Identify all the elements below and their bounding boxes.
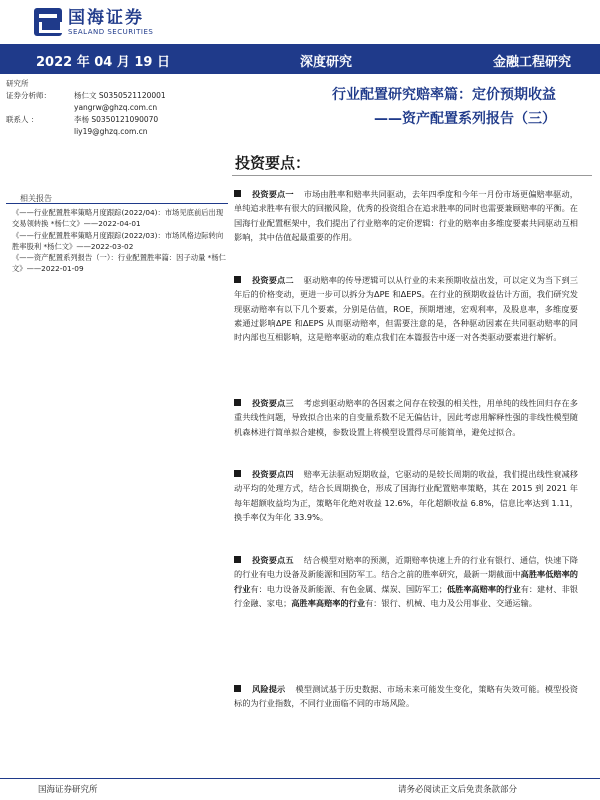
highlight-text: 高胜率低赔率的行业 bbox=[234, 569, 578, 594]
investment-point-2 bbox=[234, 273, 578, 344]
divider bbox=[6, 203, 228, 204]
highlight-text: 高胜率高赔率的行业 bbox=[291, 597, 366, 608]
point-text: 结合模型对赔率的预测，近期赔率快速上升的行业有银行、通信，快速下降的行业有电力设备及新能源和国防军工。结合之前的胜率研究，最新一期截面中 bbox=[234, 555, 578, 580]
point-text: 赔率无法驱动短期收益，它驱动的是较长周期的收益，我们提出线性衰减移动平均的处理方式，结合长周期换仓，形成了国海行业配置赔率策略，其在 2015 到 2021 年每年超额收益均为正，策略年化绝对收益 12.6%，年化超额收益 6.8%，信息比率达到 1.11，换手率仅为年化 33.9%。 bbox=[234, 469, 578, 522]
report-title bbox=[240, 84, 590, 130]
divider bbox=[232, 175, 592, 176]
analyst-email[interactable]: yangrw@ghzq.com.cn bbox=[74, 103, 158, 112]
brand-name-en: SEALAND SECURITIES bbox=[68, 27, 154, 36]
analyst-name-id: 杨仁文 S0350521120001 bbox=[74, 91, 166, 100]
research-section-label: 研究所 bbox=[6, 79, 29, 88]
highlight-text: 低胜率高赔率的行业 bbox=[446, 583, 521, 594]
related-report-item[interactable]: 《——行业配置胜率策略月度跟踪(2022/03)：市场风格边际转向胜率股利 *杨仁文》——2022-03-02 bbox=[12, 230, 224, 251]
title-line-1: 行业配置研究赔率篇：定价预期收益 bbox=[332, 87, 556, 103]
title-line-2: ——资产配置系列报告（三） bbox=[374, 111, 556, 127]
bullet-icon bbox=[234, 276, 241, 283]
contact-entry bbox=[6, 114, 226, 138]
report-date: 2022 年 04 月 19 日 bbox=[36, 55, 170, 70]
bullet-icon bbox=[234, 556, 241, 563]
related-report-item[interactable]: 《——资产配置系列报告（一）：行业配置胜率篇：因子动量 *杨仁文》——2022-01-09 bbox=[12, 253, 226, 274]
points-heading: 投资要点： bbox=[235, 154, 311, 172]
footer-disclaimer: 请务必阅读正文后免责条款部分 bbox=[398, 785, 518, 795]
contact-role: 联系人 ： bbox=[6, 115, 39, 124]
point-text: 市场由胜率和赔率共同驱动，去年四季度和今年一月份市场更偏赔率驱动，单纯追求胜率有很大的回撤风险，优秀的投资组合在追求胜率的同时也需要兼顾赔率的平衡。在国海行业配置框架中，我们提出了行业赔率的定价逻辑：行业的赔率由多维度要素共同驱动互相影响，其中估值起最重要的作用。 bbox=[234, 189, 578, 242]
footer-divider bbox=[0, 778, 600, 779]
investment-point-1 bbox=[234, 187, 578, 244]
bullet-icon bbox=[234, 685, 241, 692]
bullet-icon bbox=[234, 470, 241, 477]
contact-email[interactable]: liy19@ghzq.com.cn bbox=[74, 127, 148, 136]
brand-name-cn: 国海证券 bbox=[68, 7, 144, 28]
analyst-panel bbox=[6, 78, 226, 138]
brand-logo bbox=[34, 8, 153, 36]
analyst-entry bbox=[6, 90, 226, 114]
point-label: 投资要点五 bbox=[252, 555, 294, 565]
investment-point-5 bbox=[234, 553, 578, 610]
related-reports-title: 相关报告 bbox=[20, 194, 52, 203]
point-text: 驱动赔率的传导逻辑可以从行业的未来预期收益出发，可以定义为当下到三年后的价格变动，更进一步可以拆分为ΔPE 和ΔEPS。在行业的预期收益估计方面，我们研究发现驱动赔率有以下几个要素，分别是估值，ROE，预期增速，宏观利率，及股息率，多维度要素通过影响ΔPE 和ΔEPS 从而驱动赔率，但需要注意的是，各种驱动因素在共同驱动赔率的同时内部也互相影响，这是赔率驱动的难点我们在本篇报告中逐一对各类驱动要素进行解析。 bbox=[234, 275, 578, 343]
investment-point-4 bbox=[234, 467, 578, 524]
header-bar bbox=[0, 44, 600, 74]
point-text: 模型测试基于历史数据、市场未来可能发生变化，策略有失效可能。模型投资标的为行业指数，不同行业面临不同的市场风险。 bbox=[234, 684, 578, 709]
point-text: 有：银行、机械、电力及公用事业、交通运输。 bbox=[365, 597, 537, 608]
point-text: 有：建材、非银行金融、家电； bbox=[234, 583, 578, 608]
investment-point-3 bbox=[234, 396, 578, 439]
related-report-item[interactable]: 《——行业配置胜率策略月度跟踪(2022/04)：市场见底前后出现交易领转换 *杨仁文》——2022-04-01 bbox=[12, 208, 224, 229]
footer-institution: 国海证券研究所 bbox=[38, 785, 98, 795]
report-type: 深度研究 bbox=[300, 55, 353, 70]
logo-icon bbox=[34, 8, 62, 36]
point-label: 投资要点三 bbox=[252, 398, 294, 408]
point-text: 有：电力设备及新能源、有色金属、煤炭、国防军工； bbox=[250, 583, 447, 594]
point-label: 投资要点四 bbox=[252, 469, 294, 479]
point-label: 投资要点一 bbox=[252, 189, 294, 199]
point-label: 风险提示 bbox=[252, 684, 286, 694]
related-reports-list bbox=[12, 207, 226, 275]
point-label: 投资要点二 bbox=[252, 275, 294, 285]
bullet-icon bbox=[234, 190, 241, 197]
analyst-role: 证券分析师： bbox=[6, 91, 51, 100]
contact-name-id: 李杨 S0350121090070 bbox=[74, 115, 159, 124]
report-field: 金融工程研究 bbox=[493, 55, 572, 70]
risk-warning bbox=[234, 682, 578, 711]
point-text: 考虑到驱动赔率的各因素之间存在较强的相关性，用单纯的线性回归存在多重共线性问题，导致拟合出来的自变量系数不足无偏估计，因此考虑用解释性强的非线性模型随机森林进行简单拟合建模，参数设置上将模型设置得尽可能简单，避免过拟合。 bbox=[234, 398, 578, 437]
bullet-icon bbox=[234, 399, 241, 406]
